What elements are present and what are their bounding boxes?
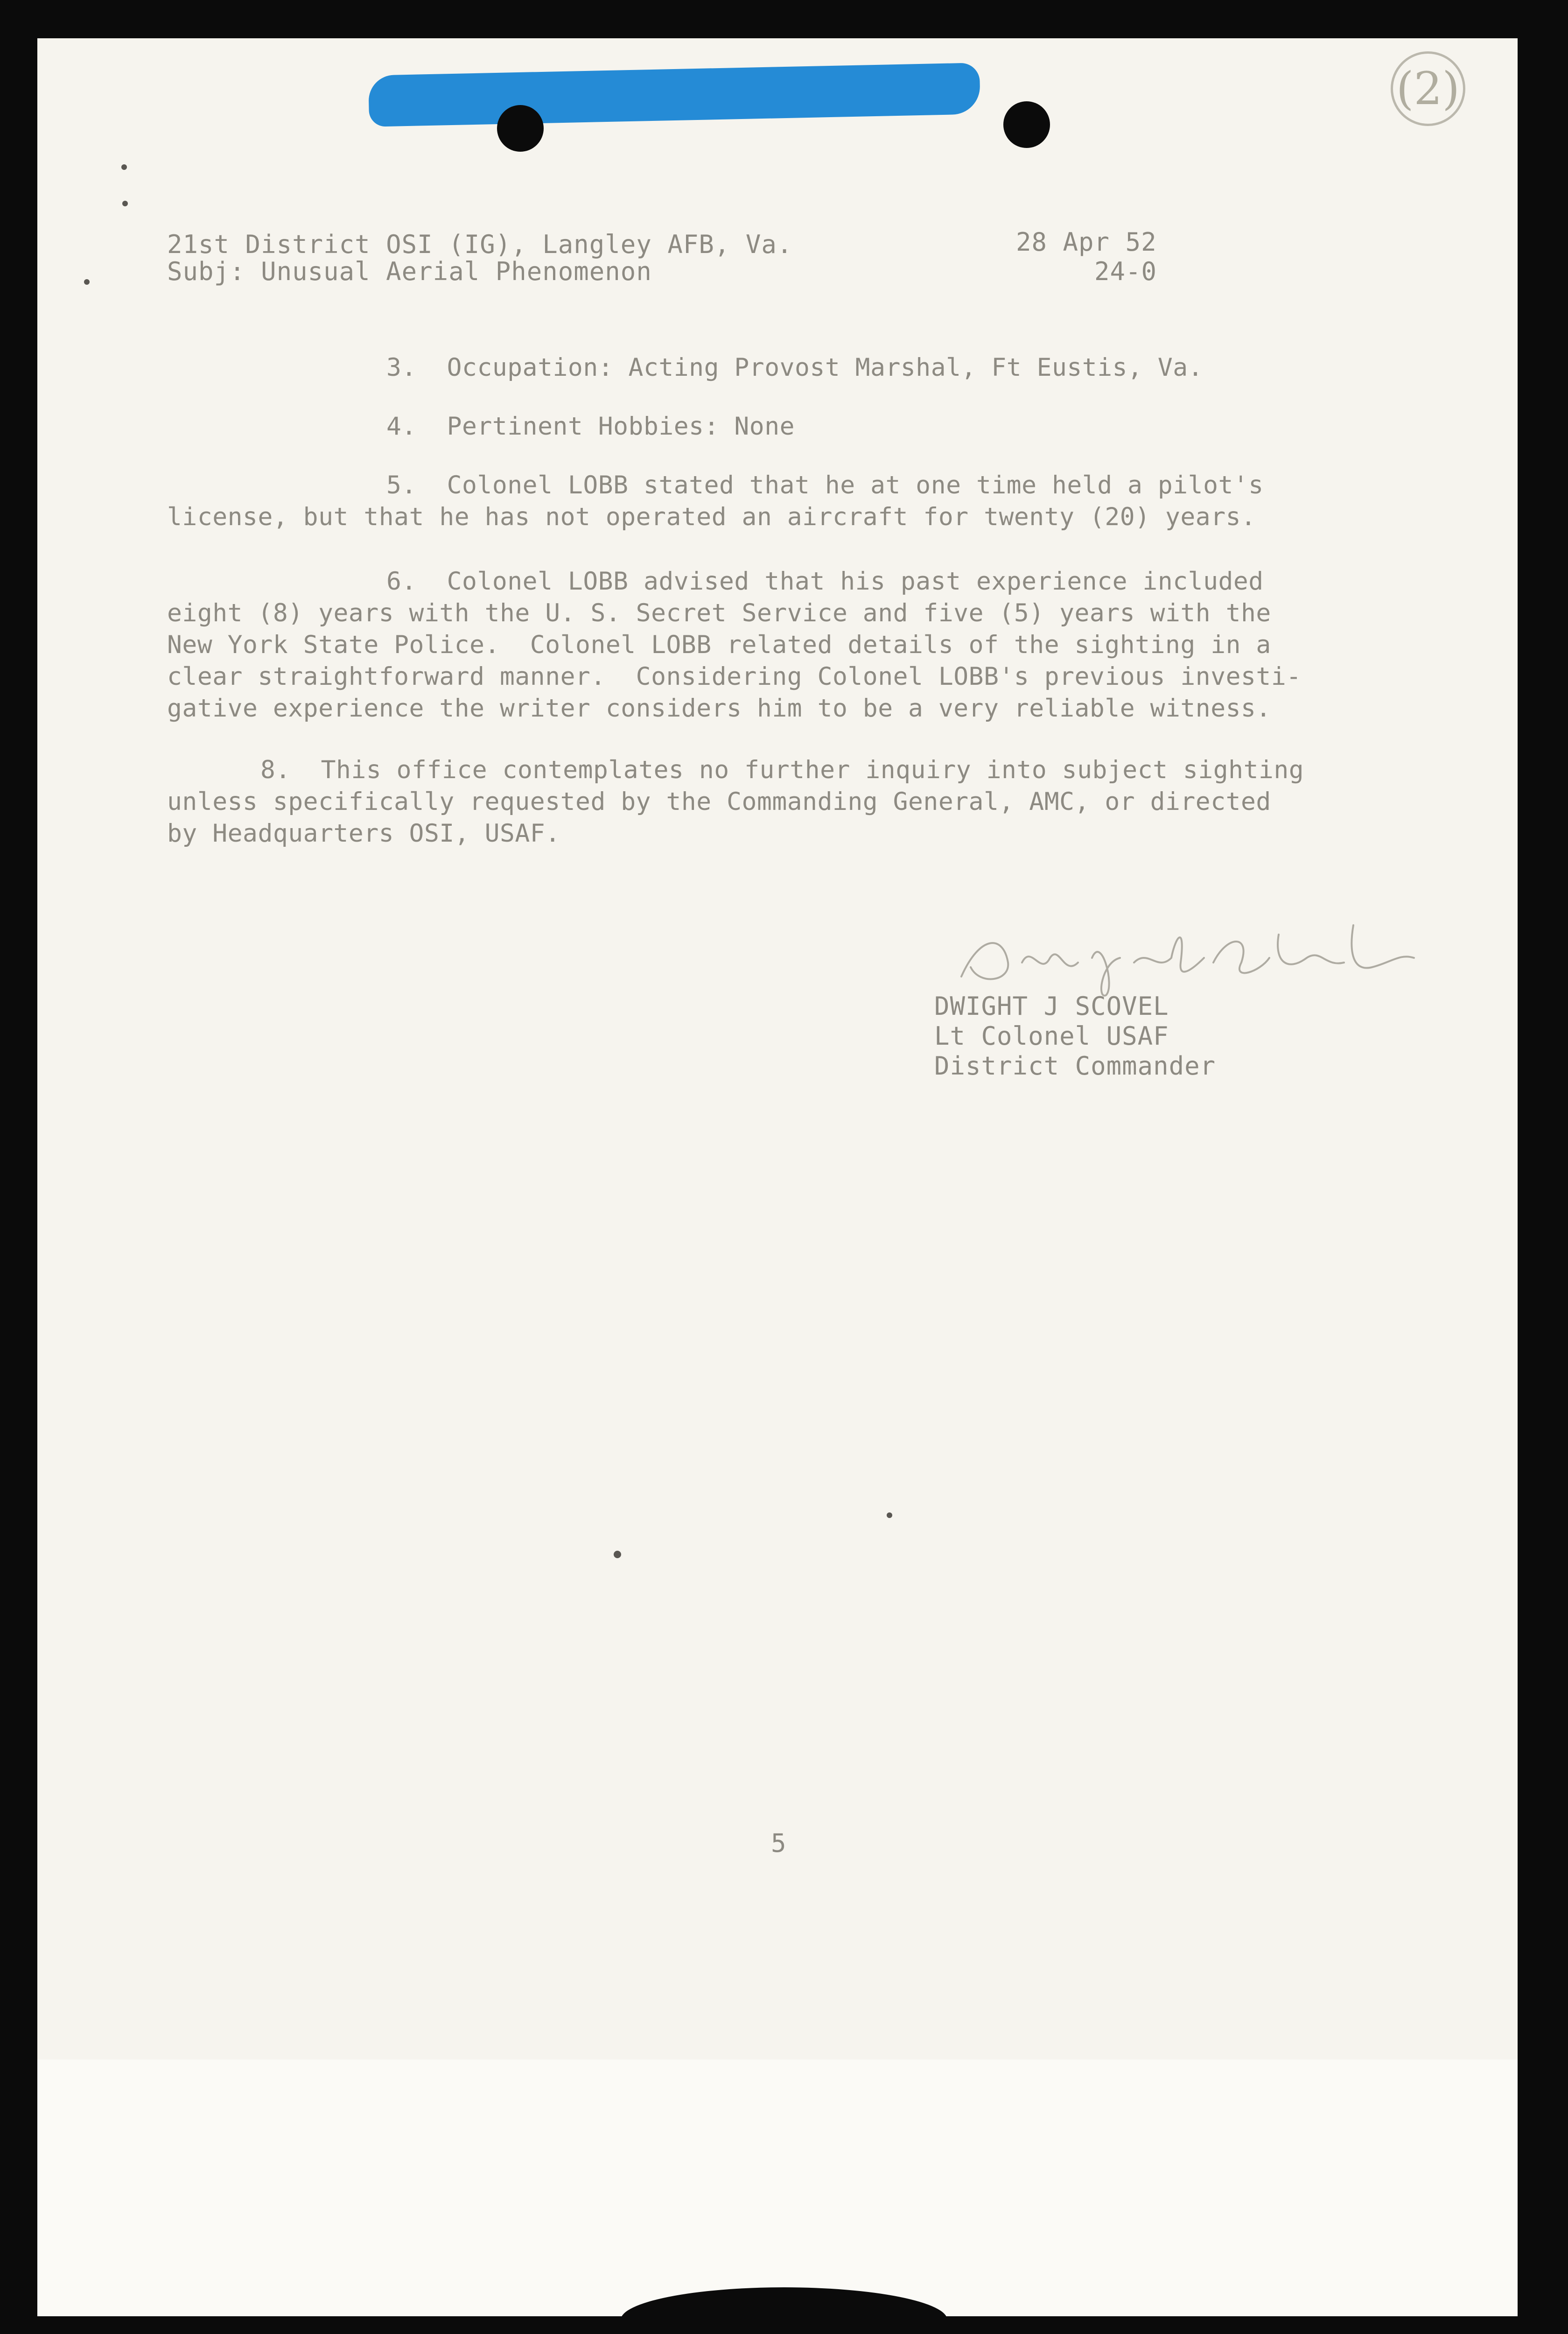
paragraph-line: license, but that he has not operated an aircraft for twenty (20) years. [167,503,1256,531]
header-date: 28 Apr 52 [1016,227,1157,257]
page-circle-mark: (2) [1391,51,1465,126]
paragraph-line: 5. Colonel LOBB stated that he at one time held a pilot's [386,471,1264,499]
paper-lower-area [37,2060,1518,2316]
speck [84,279,90,285]
blue-highlighter-mark [368,63,980,127]
signer-name: DWIGHT J SCOVEL [934,991,1169,1021]
speck [614,1551,621,1558]
punch-hole-left [497,105,544,152]
speck [887,1512,892,1518]
speck [122,201,128,206]
header-origin: 21st District OSI (IG), Langley AFB, Va. [167,230,793,259]
speck [121,164,127,170]
paragraph-line: eight (8) years with the U. S. Secret Service and five (5) years with the [167,599,1271,627]
paragraph-line: 4. Pertinent Hobbies: None [386,412,795,441]
paragraph-line: 3. Occupation: Acting Provost Marshal, Ft Eustis, Va. [386,353,1204,382]
handwritten-signature [952,907,1423,1000]
paragraph-line: by Headquarters OSI, USAF. [167,819,560,848]
paragraph-line: 8. This office contemplates no further inquiry into subject sighting [260,756,1304,784]
signer-title: District Commander [934,1051,1216,1081]
paragraph-line: unless specifically requested by the Commanding General, AMC, or directed [167,787,1271,816]
paragraph-line: clear straightforward manner. Considering Colonel LOBB's previous investi- [167,662,1302,691]
paragraph-line: gative experience the writer considers him to be a very reliable witness. [167,694,1271,723]
punch-hole-right [1003,101,1050,148]
header-subject: Subj: Unusual Aerial Phenomenon [167,257,652,286]
header-ref: 24-0 [1094,257,1157,286]
signer-rank: Lt Colonel USAF [934,1021,1169,1051]
page-number: 5 [771,1828,787,1858]
document-page [37,38,1518,2316]
paragraph-line: New York State Police. Colonel LOBB related details of the sighting in a [167,631,1271,659]
paragraph-line: 6. Colonel LOBB advised that his past experience included [386,567,1264,596]
